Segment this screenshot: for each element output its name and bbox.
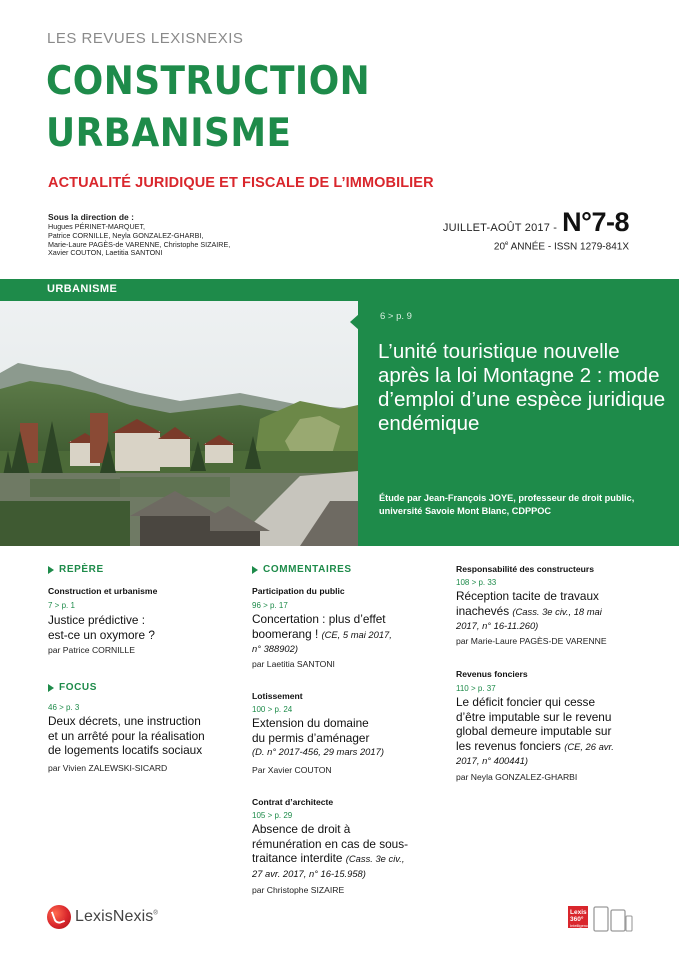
right-author: par Neyla GONZALEZ-GHARBI	[456, 772, 578, 782]
section-label: URBANISME	[47, 283, 118, 295]
right-title-line: Le déficit foncier qui cesse	[456, 695, 596, 709]
repere-page-ref[interactable]: 7 > p. 1	[48, 601, 75, 610]
direction-name-line: Marie-Laure PAGÈS-de VARENNE, Christophe SIZAIRE,	[48, 239, 231, 249]
feature-page-ref[interactable]: 6 > p. 9	[380, 311, 412, 322]
repere-heading	[48, 564, 104, 575]
direction-label: Sous la direction de :	[48, 212, 134, 222]
comment-citation: (CE, 5 mai 2017,	[321, 628, 392, 640]
focus-title-line: et un arrêté pour la réalisation	[48, 728, 205, 743]
comment-author: par Laetitia SANTONI	[252, 659, 335, 669]
feature-title[interactable]: L’unité touristique nouvelle après la loi Montagne 2 : mode d’emploi d’une espèce juridique endémique	[378, 340, 666, 435]
lexisnexis-logo	[47, 905, 158, 929]
year-issn	[494, 241, 629, 252]
comment-author: par Christophe SIZAIRE	[252, 885, 345, 895]
focus-title-line: de logements locatifs sociaux	[48, 743, 203, 757]
focus-title-line: Deux décrets, une instruction	[48, 714, 201, 728]
comment-citation: (D. n° 2017-456, 29 mars 2017)	[252, 746, 384, 757]
right-page-ref[interactable]: 108 > p. 33	[456, 578, 497, 587]
right-title-line: Réception tacite de travaux	[456, 589, 599, 603]
issue-date-line	[443, 207, 629, 238]
right-citation: (CE, 26 avr.	[564, 740, 614, 752]
right-title-line: d’être imputable sur le revenu	[456, 709, 612, 724]
focus-author: par Vivien ZALEWSKI-SICARD	[48, 763, 168, 773]
comment-category: Contrat d’architecte	[252, 797, 334, 807]
badge-top: Lexis	[570, 909, 587, 916]
right-title-line: global demeure imputable sur	[456, 724, 612, 738]
focus-heading-text: FOCUS	[59, 682, 97, 693]
comment-title-line: Absence de droit à	[252, 822, 351, 836]
repere-title-line: Justice prédictive :	[48, 613, 146, 627]
right-category: Responsabilité des constructeurs	[456, 564, 595, 574]
badge-small: Intelligence	[570, 923, 591, 928]
journal-subtitle: ACTUALITÉ JURIDIQUE ET FISCALE DE L’IMMOBILIER	[48, 175, 434, 191]
right-title-text: les revenus fonciers	[456, 738, 561, 753]
mountain-resort-photo	[0, 301, 358, 546]
right-title[interactable]	[456, 589, 661, 634]
comment-page-ref[interactable]: 105 > p. 29	[252, 811, 293, 820]
right-citation: (Cass. 3e civ., 18 mai	[512, 605, 602, 617]
comment-author: Par Xavier COUTON	[252, 765, 332, 775]
direction-name-line: Xavier COUTON, Laetitia SANTONI	[48, 248, 163, 258]
repere-author: par Patrice CORNILLE	[48, 645, 135, 655]
right-citation: 2017, n° 16-11.260)	[456, 620, 539, 631]
series-name: LES REVUES LEXISNEXIS	[47, 30, 244, 47]
repere-heading-text: REPÈRE	[59, 564, 104, 575]
right-title[interactable]	[456, 695, 671, 769]
direction-names	[48, 223, 248, 258]
badge-bottom: 360°	[570, 915, 584, 923]
right-author: par Marie-Laure PAGÈS-DE VARENNE	[456, 636, 607, 646]
registered-mark: ®	[153, 910, 158, 917]
feature-author: Étude par Jean-François JOYE, professeur de droit public, université Savoie Mont Blanc, CDPPOC	[379, 493, 635, 516]
repere-title-line: est-ce un oxymore ?	[48, 627, 155, 642]
year-number: 20	[493, 241, 506, 253]
feature-notch	[350, 314, 359, 330]
journal-title-line2: URBANISME	[46, 111, 292, 156]
comment-citation: n° 388902)	[252, 643, 298, 654]
commentaires-heading-text: COMMENTAIRES	[263, 564, 352, 575]
comment-title-line	[252, 851, 447, 867]
comment-title[interactable]	[252, 716, 442, 760]
triangle-icon	[48, 566, 54, 574]
focus-heading	[48, 682, 97, 693]
right-title-line	[456, 739, 671, 755]
direction-name-line: Hugues PÉRINET-MARQUET,	[48, 222, 146, 231]
issue-date: JUILLET-AOÛT 2017 -	[442, 222, 558, 234]
cover-photo	[0, 301, 358, 546]
repere-category: Construction et urbanisme	[48, 586, 158, 596]
triangle-icon	[48, 684, 54, 692]
right-citation: 2017, n° 400441)	[456, 755, 529, 766]
comment-page-ref[interactable]: 100 > p. 24	[252, 705, 293, 714]
comment-category: Lotissement	[252, 691, 303, 701]
right-page-ref[interactable]: 110 > p. 37	[456, 684, 496, 693]
comment-title[interactable]	[252, 822, 447, 881]
issue-number: N°7-8	[562, 207, 629, 237]
focus-title[interactable]	[48, 714, 248, 758]
comment-page-ref[interactable]: 96 > p. 17	[252, 601, 288, 610]
comment-category: Participation du public	[252, 586, 345, 596]
logo-wordmark: LexisNexis	[75, 908, 154, 925]
comment-title-line	[252, 627, 442, 643]
comment-title-line: Extension du domaine	[252, 716, 369, 730]
journal-title-line1: CONSTRUCTION	[46, 59, 371, 104]
lexisnexis-logo-icon	[47, 905, 71, 929]
comment-title-text: boomerang !	[252, 626, 319, 641]
triangle-icon	[252, 566, 258, 574]
right-category: Revenus fonciers	[456, 669, 528, 679]
comment-citation: 27 avr. 2017, n° 16-15.958)	[252, 867, 366, 879]
year-suffix: e	[505, 241, 509, 247]
comment-title-line: du permis d’aménager	[252, 730, 370, 745]
focus-page-ref[interactable]: 46 > p. 3	[48, 703, 80, 712]
lexis-360-badge	[568, 906, 591, 928]
comment-citation: (Cass. 3e civ.,	[345, 853, 405, 864]
commentaires-heading	[252, 564, 352, 575]
repere-title[interactable]	[48, 613, 238, 642]
year-issn-text: ANNÉE - ISSN 1279-841X	[508, 241, 629, 253]
comment-title-line: Concertation : plus d’effet	[252, 612, 386, 626]
devices-icon	[593, 906, 633, 934]
right-title-line	[456, 604, 661, 620]
direction-name-line: Patrice CORNILLE, Neyla GONZALEZ-GHARBI,	[48, 230, 204, 240]
comment-title-line: rémunération en cas de sous-	[252, 836, 409, 851]
comment-title[interactable]	[252, 612, 442, 657]
right-title-text: inachevés	[456, 603, 510, 618]
comment-title-text: traitance interdite	[252, 851, 343, 865]
logo-text	[75, 908, 158, 926]
